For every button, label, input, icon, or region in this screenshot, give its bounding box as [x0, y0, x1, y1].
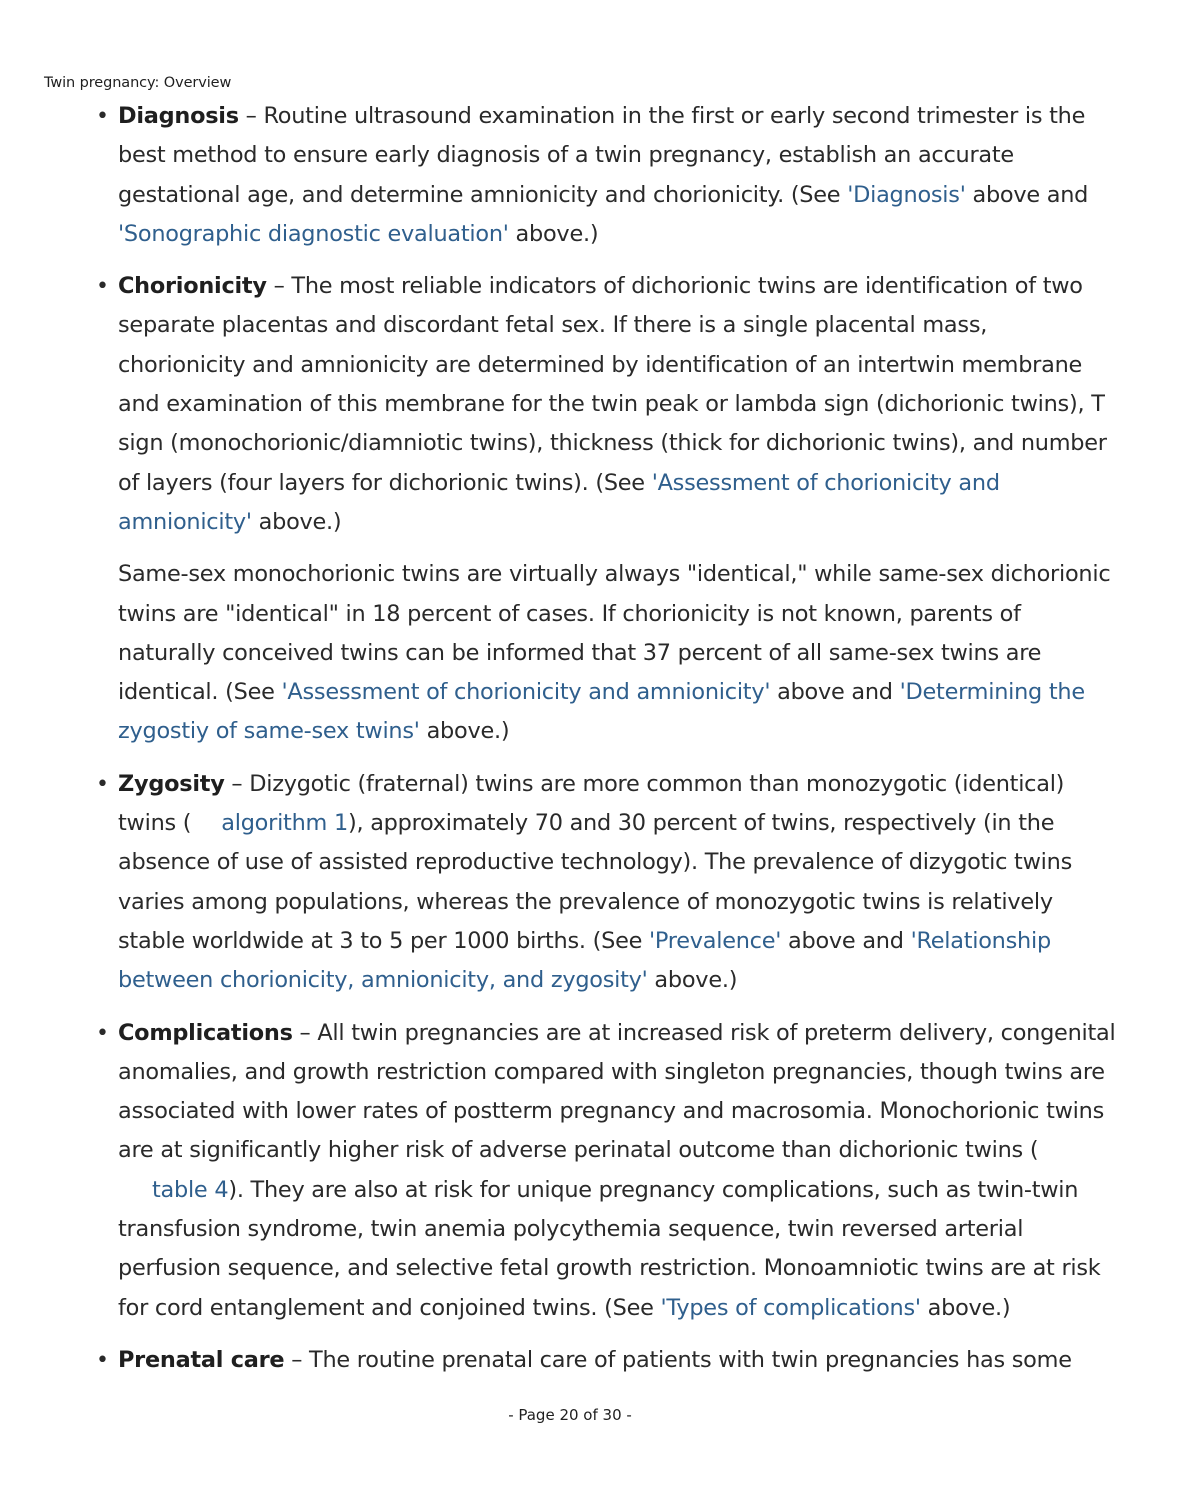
text-line: and examination of this membrane for the twin peak or lambda sign (dichorionic twins), T — [118, 391, 1105, 418]
running-header-title: Twin pregnancy: Overview — [44, 75, 232, 91]
link-assessment-of-chorionicity-cont[interactable]: amnionicity' — [118, 508, 252, 535]
text-line: between chorionicity, amnionicity, and zygosity' above.) — [118, 967, 738, 994]
link-table-4[interactable]: table 4 — [152, 1176, 229, 1203]
paragraph-same-sex-twins — [118, 555, 1158, 751]
text-line: transfusion syndrome, twin anemia polycythemia sequence, twin reversed arterial — [118, 1216, 1024, 1243]
text-line: sign (monochorionic/diamniotic twins), thickness (thick for dichorionic twins), and number — [118, 430, 1107, 457]
text-line: perfusion sequence, and selective fetal growth restriction. Monoamniotic twins are at risk — [118, 1255, 1101, 1282]
text-line: for cord entanglement and conjoined twins. (See 'Types of complications' above.) — [118, 1294, 1011, 1321]
link-diagnosis[interactable]: 'Diagnosis' — [847, 181, 966, 208]
text-line: best method to ensure early diagnosis of a twin pregnancy, establish an accurate — [118, 142, 1014, 169]
text-line: varies among populations, whereas the prevalence of monozygotic twins is relatively — [118, 888, 1053, 915]
bullet-icon: • — [96, 1347, 109, 1373]
bullet-icon: • — [96, 1020, 109, 1046]
summary-list — [96, 97, 1158, 1393]
link-assessment-of-chorionicity-and-amnionicity[interactable]: 'Assessment of chorionicity and amnionicity' — [281, 679, 771, 706]
link-assessment-of-chorionicity[interactable]: 'Assessment of chorionicity and — [651, 469, 1000, 496]
text-line: stable worldwide at 3 to 5 per 1000 births. (See 'Prevalence' above and 'Relationship — [118, 927, 1051, 954]
link-sonographic-diagnostic-evaluation[interactable]: 'Sonographic diagnostic evaluation' — [118, 220, 509, 247]
link-determining-zygosity[interactable]: 'Determining the — [899, 679, 1085, 706]
text-line: 'Sonographic diagnostic evaluation' above.) — [118, 220, 599, 247]
list-item-chorionicity — [96, 267, 1158, 542]
text-line: Chorionicity – The most reliable indicators of dichorionic twins are identification of two — [118, 273, 1083, 300]
link-relationship[interactable]: 'Relationship — [910, 927, 1051, 954]
term-label: Prenatal care — [118, 1346, 285, 1373]
text-line: twins ( algorithm 1), approximately 70 and 30 percent of twins, respectively (in the — [118, 810, 1055, 837]
list-item-zygosity — [96, 765, 1158, 1001]
link-types-of-complications[interactable]: 'Types of complications' — [660, 1294, 921, 1321]
text-line: Diagnosis – Routine ultrasound examination in the first or early second trimester is the — [118, 103, 1086, 129]
term-label: Zygosity — [118, 770, 225, 797]
bullet-icon: • — [96, 274, 109, 300]
text-line: associated with lower rates of postterm pregnancy and macrosomia. Monochorionic twins — [118, 1098, 1104, 1125]
text-line: Prenatal care – The routine prenatal care of patients with twin pregnancies has some — [118, 1346, 1072, 1373]
list-item-complications — [96, 1014, 1158, 1328]
text-line: naturally conceived twins can be informed that 37 percent of all same-sex twins are — [118, 639, 1042, 666]
text-line: chorionicity and amnionicity are determined by identification of an intertwin membrane — [118, 351, 1083, 378]
link-algorithm-1[interactable]: algorithm 1 — [221, 810, 348, 837]
term-label: Chorionicity — [118, 273, 267, 300]
link-relationship-cont[interactable]: between chorionicity, amnionicity, and zygosity' — [118, 967, 648, 994]
link-prevalence[interactable]: 'Prevalence' — [649, 927, 782, 954]
bullet-icon: • — [96, 771, 109, 797]
list-item-prenatal-care — [96, 1341, 1158, 1380]
text-line: separate placentas and discordant fetal sex. If there is a single placental mass, — [118, 312, 988, 339]
bullet-icon: • — [96, 104, 109, 129]
page-number: - Page 20 of 30 - — [508, 1406, 632, 1424]
text-line: Complications – All twin pregnancies are at increased risk of preterm delivery, congenital — [118, 1019, 1116, 1046]
list-item-diagnosis — [96, 97, 1158, 254]
text-line: amnionicity' above.) — [118, 508, 342, 535]
text-line: identical. (See 'Assessment of chorionicity and amnionicity' above and 'Determining the — [118, 679, 1085, 706]
term-label: Complications — [118, 1019, 293, 1046]
text-line: twins are "identical" in 18 percent of cases. If chorionicity is not known, parents of — [118, 600, 1021, 627]
text-line: are at significantly higher risk of adverse perinatal outcome than dichorionic twins ( — [118, 1137, 1039, 1164]
text-line: of layers (four layers for dichorionic twins). (See 'Assessment of chorionicity and — [118, 469, 1000, 496]
text-line: Zygosity – Dizygotic (fraternal) twins are more common than monozygotic (identical) — [118, 770, 1065, 797]
link-determining-zygosity-cont[interactable]: zygostiy of same-sex twins' — [118, 718, 420, 745]
text-line: anomalies, and growth restriction compared with singleton pregnancies, though twins are — [118, 1058, 1105, 1085]
text-line: absence of use of assisted reproductive technology). The prevalence of dizygotic twins — [118, 849, 1072, 876]
text-line: zygostiy of same-sex twins' above.) — [118, 718, 510, 745]
text-line: gestational age, and determine amnionicity and chorionicity. (See 'Diagnosis' above and — [118, 181, 1089, 208]
term-label: Diagnosis — [118, 103, 239, 129]
text-line: table 4). They are also at risk for unique pregnancy complications, such as twin-twin — [152, 1176, 1079, 1203]
text-line: Same-sex monochorionic twins are virtually always "identical," while same-sex dichorionic — [118, 561, 1111, 588]
